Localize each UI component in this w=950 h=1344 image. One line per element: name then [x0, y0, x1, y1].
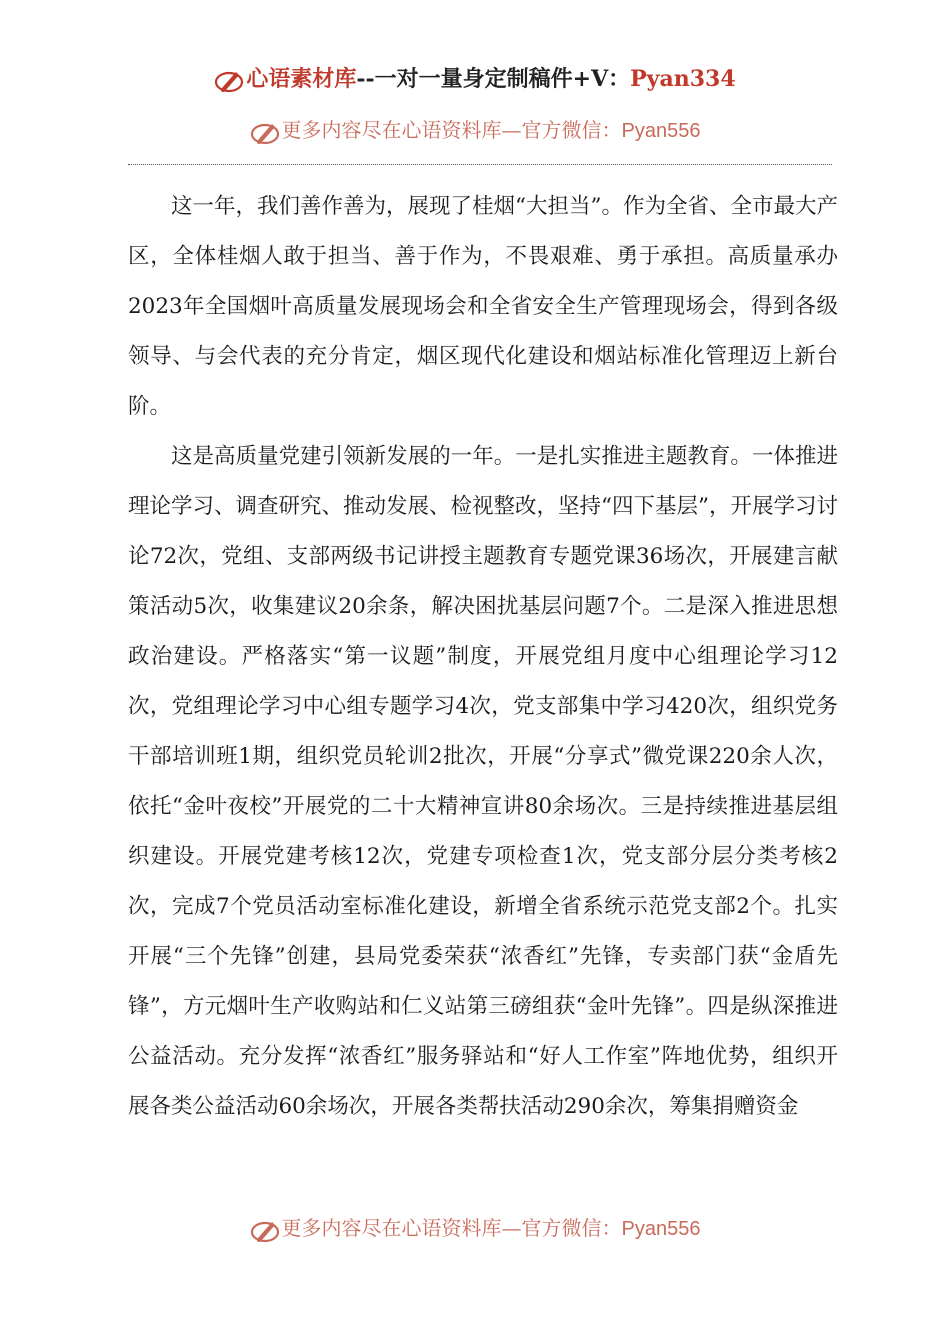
header-divider: [128, 164, 832, 165]
header-tagline: --一对一量身定制稿件+V：: [356, 66, 631, 92]
document-body: [128, 182, 838, 1132]
paragraph: 这是高质量党建引领新发展的一年。一是扎实推进主题教育。一体推进理论学习、调查研究、推动发展、检视整改，坚持“四下基层”，开展学习讨论72次，党组、支部两级书记讲授主题教育专题党课36场次，开展建言献策活动5次，收集建议20余条，解决困扰基层问题7个。二是深入推进思想政治建设。严格落实“第一议题”制度，开展党组月度中心组理论学习12次，党组理论学习中心组专题学习4次，党支部集中学习420次，组织党务干部培训班1期，组织党员轮训2批次，开展“分享式”微党课220余人次，依托“金叶夜校”开展党的二十大精神宣讲80余场次。三是持续推进基层组织建设。开展党建考核12次，党建专项检查1次，党支部分层分类考核2次，完成7个党员活动室标准化建设，新增全省系统示范党支部2个。扎实开展“三个先锋”创建，县局党委荣获“浓香红”先锋，专卖部门获“金盾先锋”，方元烟叶生产收购站和仁义站第三磅组获“金叶先锋”。四是纵深推进公益活动。充分发挥“浓香红”服务驿站和“好人工作室”阵地优势，组织开展各类公益活动60余场次，开展各类帮扶活动290余次，筹集捐赠资金: [128, 444, 838, 1119]
page-header: [0, 62, 950, 96]
bottom-watermark: [0, 1212, 950, 1245]
watermark-text: 更多内容尽在心语资料库—官方微信：: [281, 1216, 622, 1240]
paragraph: 这一年，我们善作善为，展现了桂烟“大担当”。作为全省、全市最大产区，全体桂烟人敢于担当、善于作为，不畏艰难、勇于承担。高质量承办2023年全国烟叶高质量发展现场会和全省安全生产管理现场会，得到各级领导、与会代表的充分肯定，烟区现代化建设和烟站标准化管理迈上新台阶。: [128, 194, 838, 419]
brand-name: 心语素材库: [246, 66, 357, 92]
pen-logo-icon: [214, 66, 244, 94]
watermark-wechat: Pyan556: [621, 1218, 701, 1240]
top-watermark: [0, 114, 950, 147]
pen-logo-icon: [250, 118, 280, 146]
watermark-wechat: Pyan556: [621, 120, 701, 142]
header-contact: Pyan334: [630, 66, 736, 92]
watermark-text: 更多内容尽在心语资料库—官方微信：: [281, 118, 622, 142]
pen-logo-icon: [250, 1216, 280, 1244]
